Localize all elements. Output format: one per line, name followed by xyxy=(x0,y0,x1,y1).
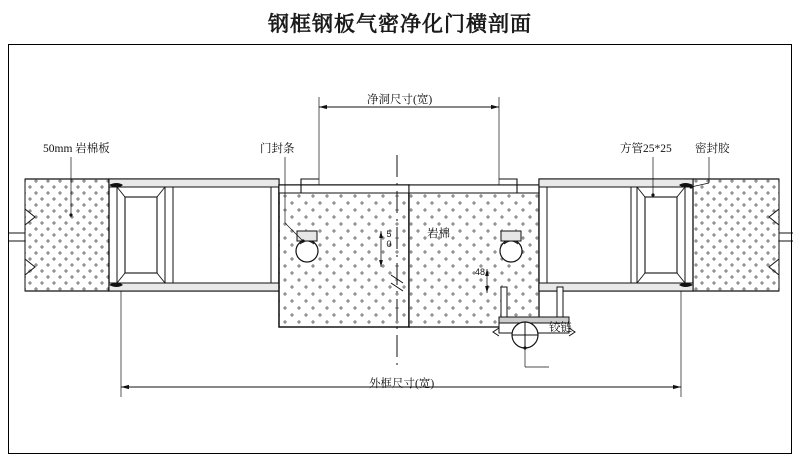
drawing-frame xyxy=(8,44,792,454)
label-hinge: 铰链 xyxy=(549,322,572,334)
wall-right xyxy=(693,179,793,291)
page-title: 钢框钢板气密净化门横剖面 xyxy=(268,12,532,36)
label-clear-opening: 净洞尺寸(宽) xyxy=(367,94,433,106)
left-door-leaf xyxy=(279,179,409,327)
dim-clear-opening xyxy=(319,97,499,185)
right-door-frame xyxy=(539,179,693,291)
label-outer-frame: 外框尺寸(宽) xyxy=(369,378,435,390)
label-dim-50: 50 xyxy=(384,229,394,249)
label-dim-48: 48 xyxy=(475,267,486,277)
label-door-seal-strip: 门封条 xyxy=(260,143,295,155)
wall-left xyxy=(9,179,109,291)
label-sealant: 密封胶 xyxy=(695,143,730,155)
label-rockwool-board: 50mm 岩棉板 xyxy=(43,143,110,155)
right-door-leaf xyxy=(409,179,539,327)
label-rockwool: 岩棉 xyxy=(427,228,450,240)
left-door-frame xyxy=(109,179,279,291)
label-square-tube: 方管25*25 xyxy=(620,143,672,155)
